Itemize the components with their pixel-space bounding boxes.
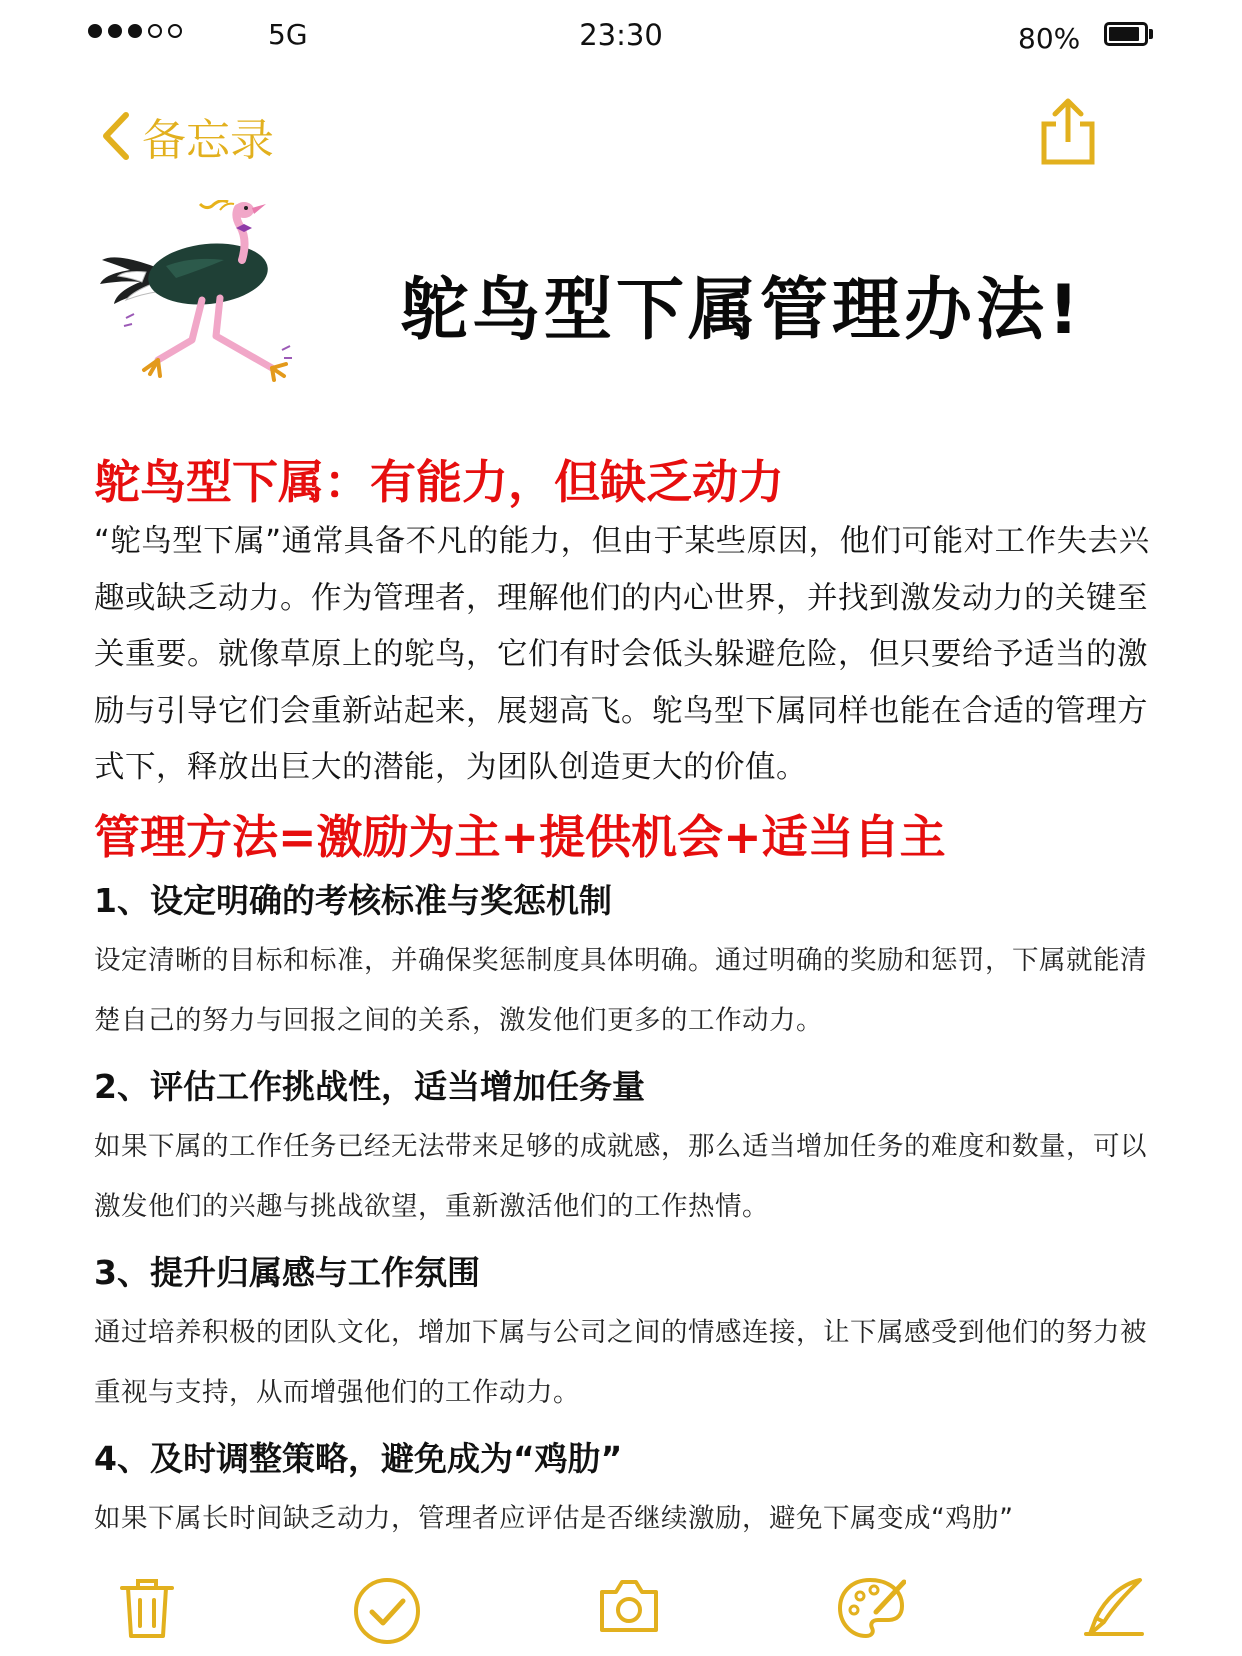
bottom-toolbar bbox=[0, 1576, 1242, 1656]
item-heading: 1、设定明确的考核标准与奖惩机制 bbox=[94, 880, 612, 920]
share-button[interactable] bbox=[1038, 96, 1098, 170]
item-heading: 2、评估工作挑战性，适当增加任务量 bbox=[94, 1066, 645, 1106]
section-heading-ostrich-subordinate: 鸵鸟型下属：有能力，但缺乏动力 bbox=[94, 455, 784, 509]
list-item bbox=[94, 1429, 1164, 1549]
item-body: 如果下属的工作任务已经无法带来足够的成就感，那么适当增加任务的难度和数量，可以激发他们的兴趣与挑战欲望，重新激活他们的工作热情。 bbox=[94, 1130, 1147, 1222]
palette-icon bbox=[836, 1576, 906, 1640]
compose-icon bbox=[1082, 1576, 1146, 1638]
list-item bbox=[94, 1057, 1164, 1237]
checklist-button[interactable] bbox=[352, 1576, 422, 1650]
ostrich-illustration bbox=[96, 200, 306, 400]
markup-button[interactable] bbox=[836, 1576, 906, 1644]
note-header bbox=[96, 200, 1196, 420]
compose-button[interactable] bbox=[1082, 1576, 1146, 1642]
back-label: 备忘录 bbox=[142, 115, 274, 166]
battery-percent: 80% bbox=[1018, 22, 1081, 55]
intro-paragraph: “鸵鸟型下属”通常具备不凡的能力，但由于某些原因，他们可能对工作失去兴趣或缺乏动力。作为管理者，理解他们的内心世界，并找到激发动力的关键至关重要。就像草原上的鸵鸟，它们有时会低头躲避危险，但只要给予适当的激励与引导它们会重新站起来，展翅高飞。鸵鸟型下属同样也能在合适的管理方式下，释放出巨大的潜能，为团队创造更大的价值。 bbox=[94, 524, 1150, 785]
list-item bbox=[94, 871, 1164, 1051]
item-heading: 3、提升归属感与工作氛围 bbox=[94, 1252, 480, 1292]
status-time: 23:30 bbox=[579, 18, 663, 52]
checklist-icon bbox=[352, 1576, 422, 1646]
item-body: 通过培养积极的团队文化，增加下属与公司之间的情感连接，让下属感受到他们的努力被重视与支持，从而增强他们的工作动力。 bbox=[94, 1316, 1147, 1408]
item-body: 如果下属长时间缺乏动力，管理者应评估是否继续激励，避免下属变成“鸡肋” bbox=[94, 1502, 1014, 1534]
navigation-bar bbox=[0, 96, 1242, 176]
note-title: 鸵鸟型下属管理办法! bbox=[400, 271, 1084, 350]
trash-icon bbox=[118, 1576, 176, 1640]
network-type: 5G bbox=[268, 18, 308, 51]
note-body[interactable] bbox=[94, 450, 1164, 1555]
item-body: 设定清晰的目标和标准，并确保奖惩制度具体明确。通过明确的奖励和惩罚，下属就能清楚自己的努力与回报之间的关系，激发他们更多的工作动力。 bbox=[94, 944, 1147, 1036]
delete-button[interactable] bbox=[118, 1576, 176, 1644]
status-bar bbox=[0, 0, 1242, 80]
battery-icon bbox=[1104, 22, 1148, 46]
back-button[interactable] bbox=[100, 104, 274, 168]
list-item bbox=[94, 1243, 1164, 1423]
camera-button[interactable] bbox=[596, 1576, 662, 1640]
share-icon bbox=[1038, 96, 1098, 166]
item-heading: 4、及时调整策略，避免成为“鸡肋” bbox=[94, 1438, 623, 1478]
chevron-left-icon bbox=[100, 111, 130, 161]
camera-icon bbox=[596, 1576, 662, 1636]
section-heading-management-method: 管理方法=激励为主+提供机会+适当自主 bbox=[94, 809, 946, 864]
